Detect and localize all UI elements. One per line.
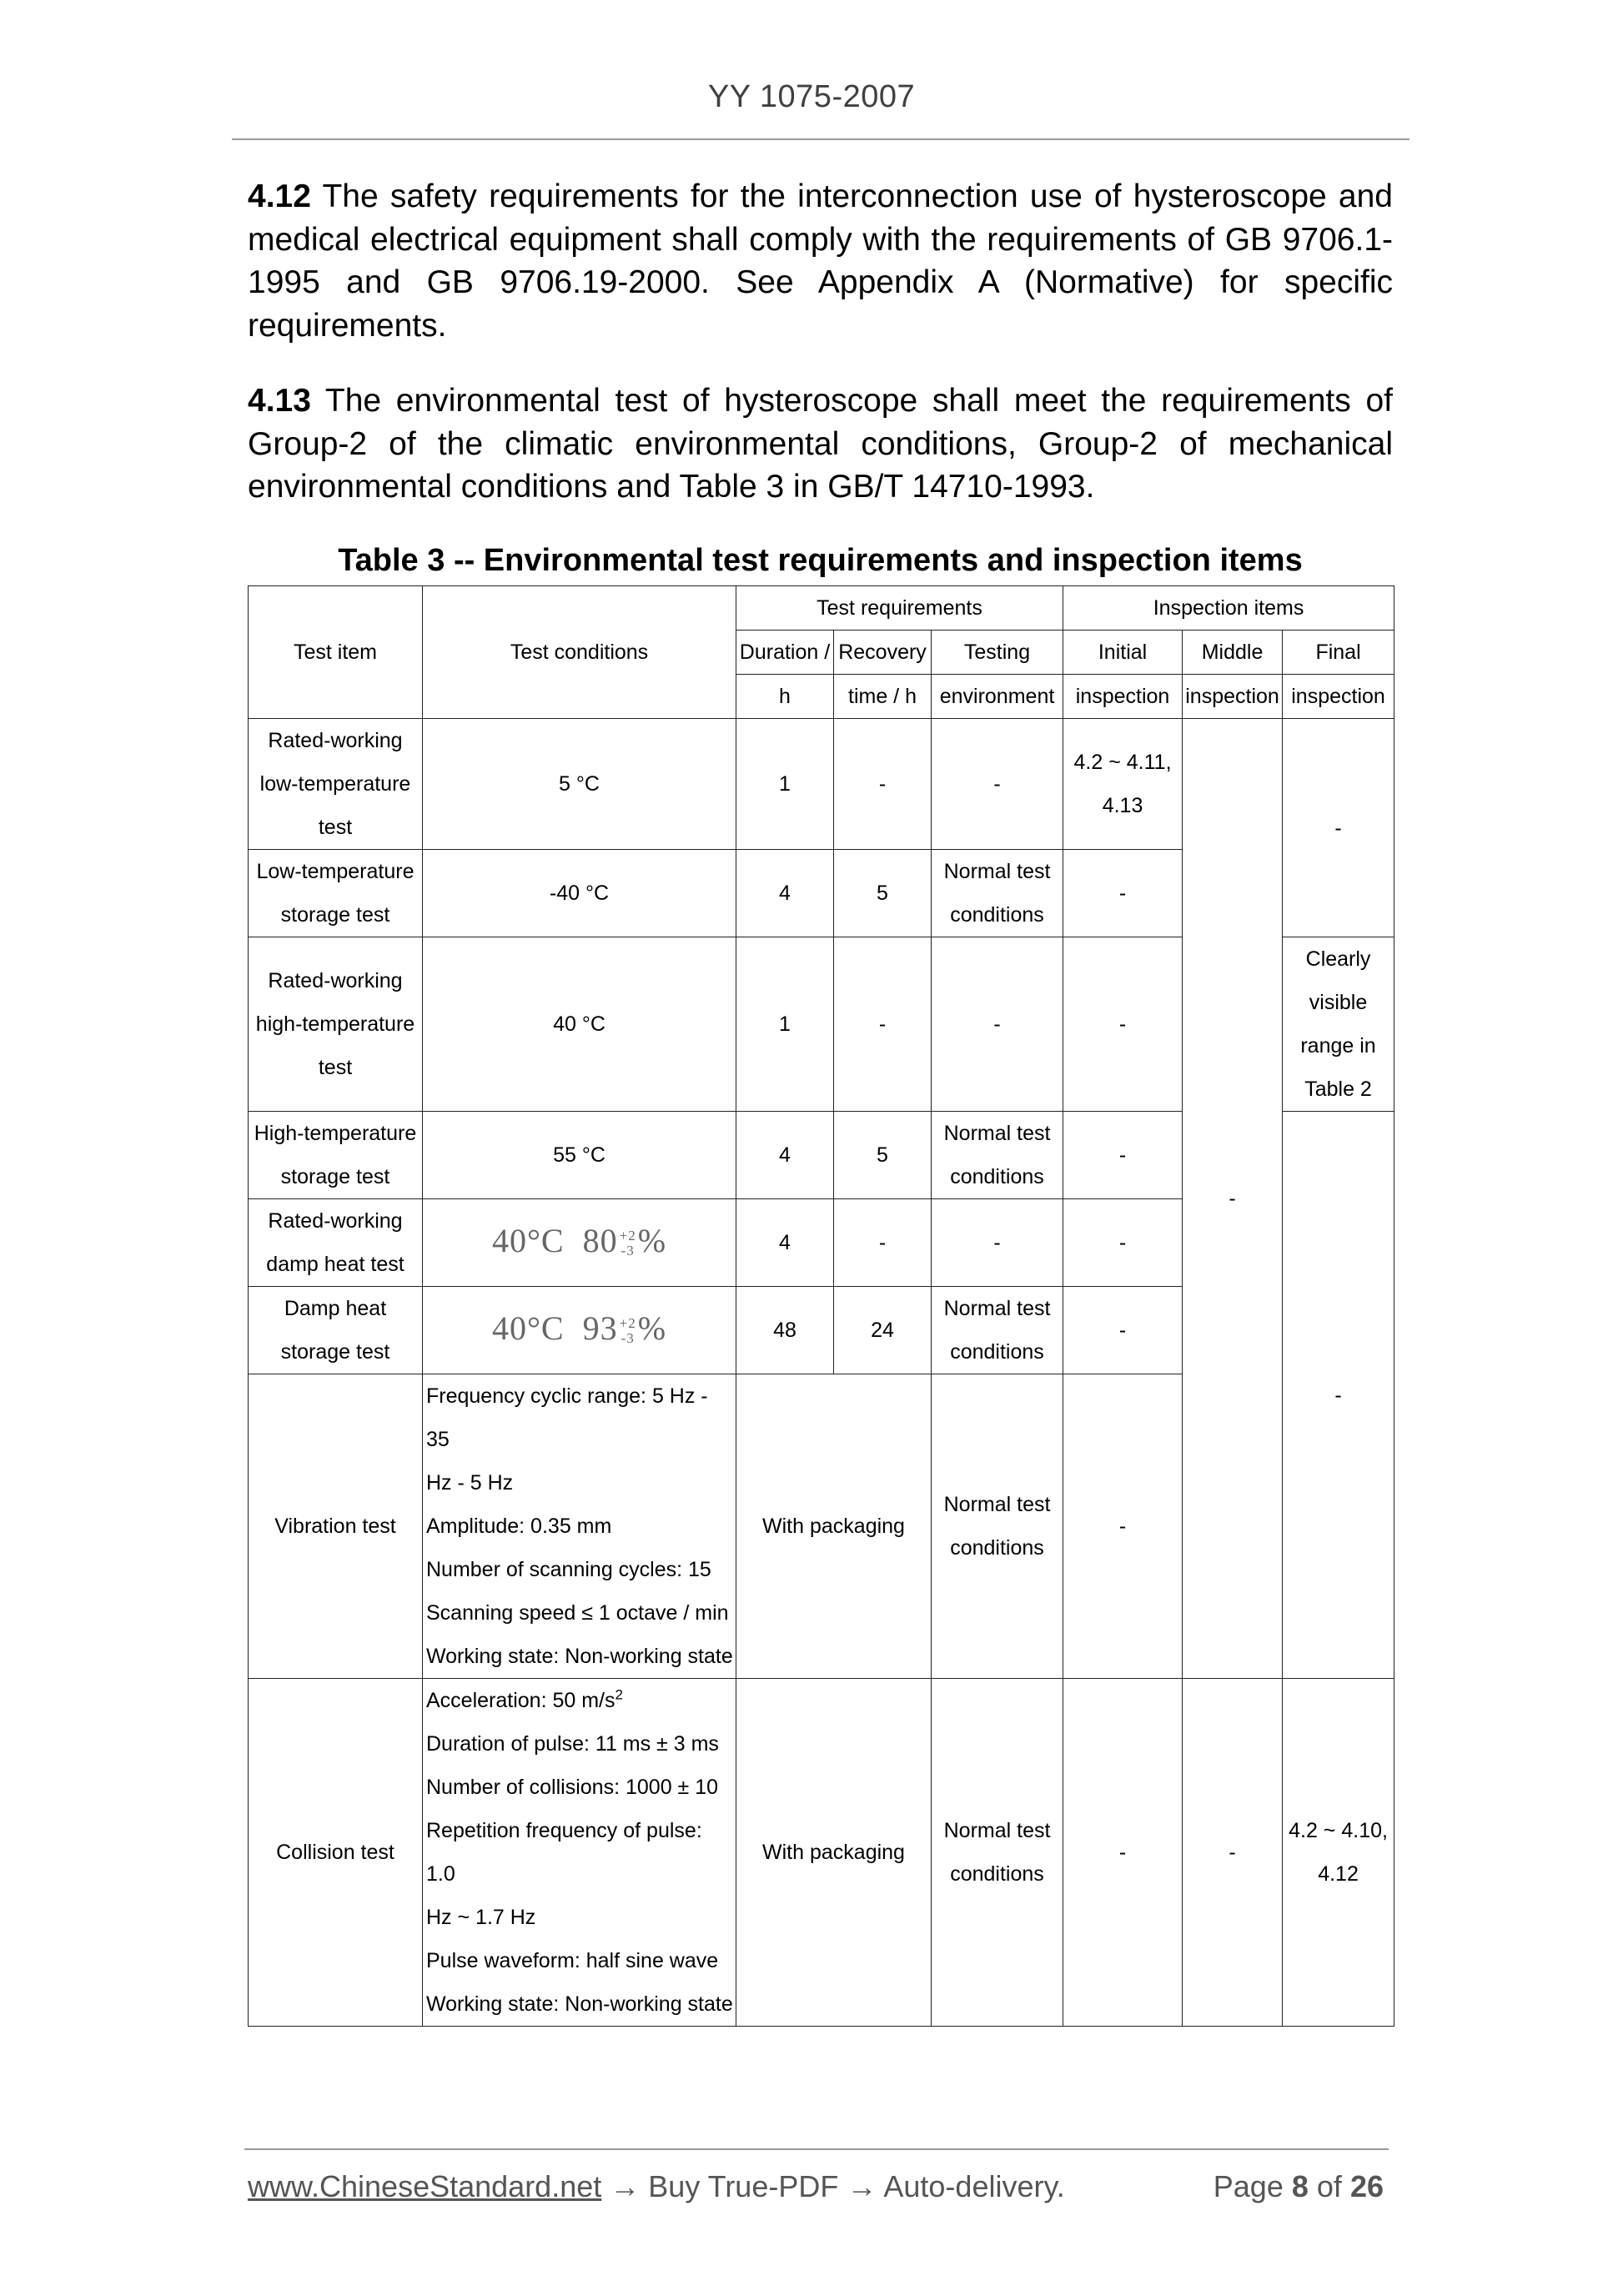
packaging-cell: With packaging	[736, 1374, 932, 1679]
cell-line: Normal test	[943, 860, 1051, 883]
cell-line: Normal test	[943, 1493, 1051, 1516]
header-duration-unit: h	[736, 675, 834, 719]
header-environment-2: environment	[932, 675, 1063, 719]
cell-line: Scanning speed ≤ 1 octave / min	[426, 1601, 729, 1625]
test-item-cell	[249, 937, 423, 1112]
environment-cell: -	[932, 937, 1063, 1112]
cell-line: High-temperature	[254, 1122, 417, 1145]
table-row	[249, 719, 1394, 850]
cell-line: Repetition frequency of pulse: 1.0	[426, 1819, 702, 1886]
duration-cell: 4	[736, 1112, 834, 1199]
test-item-cell	[249, 1112, 423, 1199]
header-middle-2: inspection	[1183, 675, 1283, 719]
recovery-cell: -	[834, 1199, 932, 1287]
cell-line: Rated-working	[268, 729, 403, 752]
humidity-condition	[492, 1222, 666, 1259]
cell-line: conditions	[950, 1165, 1044, 1188]
test-conditions-cell: 55 °C	[423, 1112, 736, 1199]
header-duration: Duration /	[736, 631, 834, 675]
buy-pdf-link: Buy True-PDF	[648, 2169, 839, 2203]
arrow-icon: →	[610, 2169, 641, 2203]
duration-cell: 48	[736, 1287, 834, 1374]
initial-inspection-cell: -	[1063, 1287, 1183, 1374]
cell-line	[426, 1679, 734, 1722]
initial-inspection-cell: -	[1063, 1679, 1183, 2027]
section-4-12	[248, 175, 1393, 347]
environment-cell: -	[932, 719, 1063, 850]
middle-inspection-cell: -	[1183, 1679, 1283, 2027]
header-divider	[232, 138, 1409, 140]
temperature-value: 40°C	[491, 1221, 565, 1259]
test-conditions-cell	[423, 1199, 736, 1287]
humidity-tolerance	[620, 1228, 636, 1259]
cell-line: high-temperature	[255, 1012, 415, 1036]
header-initial-2: inspection	[1063, 675, 1183, 719]
cell-line: Damp heat	[284, 1297, 387, 1320]
cell-line: Number of scanning cycles: 15	[426, 1558, 711, 1581]
test-conditions-cell: -40 °C	[423, 850, 736, 937]
test-item-cell	[249, 1287, 423, 1374]
recovery-cell: -	[834, 937, 932, 1112]
final-inspection-cell	[1283, 937, 1394, 1112]
page-number	[1213, 2169, 1384, 2204]
duration-cell: 4	[736, 1199, 834, 1287]
page-label: Page	[1213, 2169, 1284, 2203]
environment-cell	[932, 850, 1063, 937]
footer-divider	[244, 2148, 1389, 2150]
initial-inspection-cell: -	[1063, 1112, 1183, 1199]
tolerance-plus: +2	[619, 1315, 636, 1332]
humidity-condition	[492, 1309, 666, 1347]
header-initial: Initial	[1063, 631, 1183, 675]
cell-line: storage test	[280, 1340, 390, 1364]
cell-line: Hz ~ 1.7 Hz	[426, 1906, 536, 1929]
cell-line: Pulse waveform: half sine wave	[426, 1949, 719, 1972]
cell-line: damp heat test	[266, 1253, 404, 1276]
test-item-cell	[249, 1199, 423, 1287]
test-conditions-cell	[423, 1287, 736, 1374]
cell-line: Frequency cyclic range: 5 Hz - 35	[426, 1384, 708, 1451]
cell-line: Rated-working	[268, 1209, 403, 1233]
superscript: 2	[615, 1686, 623, 1703]
cell-line: 4.13	[1102, 794, 1143, 817]
packaging-cell: With packaging	[736, 1679, 932, 2027]
header-middle: Middle	[1183, 631, 1283, 675]
cell-line: conditions	[950, 1862, 1044, 1886]
current-page: 8	[1291, 2169, 1309, 2203]
cell-line: test	[318, 1056, 353, 1079]
header-recovery-unit: time / h	[834, 675, 932, 719]
duration-cell: 1	[736, 719, 834, 850]
percent-unit: %	[637, 1221, 667, 1259]
percent-unit: %	[637, 1309, 667, 1347]
environment-cell	[932, 1112, 1063, 1199]
environment-cell	[932, 1679, 1063, 2027]
section-number: 4.13	[248, 383, 311, 419]
recovery-cell: -	[834, 719, 932, 850]
header-test-conditions: Test conditions	[423, 586, 736, 719]
header-inspection-items: Inspection items	[1063, 586, 1394, 631]
header-final: Final	[1283, 631, 1394, 675]
cell-line: conditions	[950, 903, 1044, 927]
test-item-cell	[249, 719, 423, 850]
initial-inspection-cell: -	[1063, 937, 1183, 1112]
cell-line: Rated-working	[268, 969, 403, 992]
cell-line: Duration of pulse: 11 ms ± 3 ms	[426, 1732, 719, 1756]
header-test-item: Test item	[249, 586, 423, 719]
test-conditions-cell	[423, 1679, 736, 2027]
duration-cell: 4	[736, 850, 834, 937]
cell-line: Working state: Non-working state	[426, 1992, 733, 2016]
recovery-cell: 5	[834, 850, 932, 937]
cell-line: Hz - 5 Hz	[426, 1471, 514, 1495]
website-link[interactable]: www.ChineseStandard.net	[248, 2169, 602, 2203]
cell-line: Amplitude: 0.35 mm	[426, 1515, 612, 1538]
cell-line: Table 2	[1304, 1078, 1372, 1101]
humidity-value: 93	[582, 1309, 618, 1347]
cell-line: storage test	[280, 903, 390, 927]
cell-line: 4.2 ~ 4.10,	[1289, 1819, 1388, 1842]
cell-line: Normal test	[943, 1122, 1051, 1145]
test-conditions-cell: 40 °C	[423, 937, 736, 1112]
test-conditions-cell: 5 °C	[423, 719, 736, 850]
delivery-text: Auto-delivery.	[883, 2169, 1065, 2203]
cell-line: Clearly	[1305, 947, 1371, 971]
cell-line: storage test	[280, 1165, 390, 1188]
final-inspection-merged-cell: -	[1283, 1112, 1394, 1679]
footer-links	[248, 2169, 1065, 2204]
cell-line: 4.2 ~ 4.11,	[1073, 751, 1172, 774]
document-id-header: YY 1075-2007	[707, 79, 916, 114]
final-inspection-merged-cell: -	[1283, 719, 1394, 937]
section-text: The safety requirements for the interconnection use of hysteroscope and medical electrical equipment shall comply with the requirements of GB 9706.1-1995 and GB 9706.19-2000. See Appendix A (Normative) for specific requirements.	[248, 178, 1393, 344]
cell-line: Normal test	[943, 1819, 1051, 1842]
section-number: 4.12	[248, 178, 311, 214]
cell-line: conditions	[950, 1340, 1044, 1364]
header-environment: Testing	[932, 631, 1063, 675]
test-item-cell	[249, 850, 423, 937]
section-4-13	[248, 379, 1393, 509]
cell-line: test	[318, 816, 353, 839]
tolerance-minus: -3	[621, 1243, 635, 1259]
test-item-cell: Collision test	[249, 1679, 423, 2027]
test-conditions-cell	[423, 1374, 736, 1679]
header-final-2: inspection	[1283, 675, 1394, 719]
section-text: The environmental test of hysteroscope shall meet the requirements of Group-2 of the climatic environmental conditions, Group-2 of mechanical environmental conditions and Table 3 in GB/T 14710-1993.	[248, 383, 1393, 505]
of-label: of	[1316, 2169, 1342, 2203]
cell-line: Number of collisions: 1000 ± 10	[426, 1776, 719, 1799]
recovery-cell: 24	[834, 1287, 932, 1374]
table-caption: Table 3 -- Environmental test requirements and inspection items	[338, 543, 1303, 578]
tolerance-plus: +2	[619, 1228, 636, 1244]
cell-line: Working state: Non-working state	[426, 1645, 733, 1668]
cell-line: visible	[1309, 991, 1368, 1014]
cell-line: 4.12	[1318, 1862, 1359, 1886]
tolerance-minus: -3	[621, 1330, 635, 1347]
environment-cell	[932, 1287, 1063, 1374]
environmental-test-table	[248, 585, 1394, 2027]
table-row	[249, 1679, 1394, 2027]
recovery-cell: 5	[834, 1112, 932, 1199]
cell-line: conditions	[950, 1536, 1044, 1560]
acceleration-text: Acceleration: 50 m/s	[426, 1689, 616, 1712]
header-recovery: Recovery	[834, 631, 932, 675]
temperature-value: 40°C	[491, 1309, 565, 1347]
total-pages: 26	[1349, 2169, 1384, 2203]
cell-line: range in	[1300, 1034, 1376, 1058]
arrow-icon: →	[847, 2169, 877, 2203]
environment-cell	[932, 1374, 1063, 1679]
initial-inspection-cell: -	[1063, 1199, 1183, 1287]
header-test-requirements: Test requirements	[736, 586, 1063, 631]
duration-cell: 1	[736, 937, 834, 1112]
initial-inspection-cell: -	[1063, 850, 1183, 937]
final-inspection-cell	[1283, 1679, 1394, 2027]
cell-line: low-temperature	[259, 772, 411, 796]
initial-inspection-cell: -	[1063, 1374, 1183, 1679]
cell-line: Low-temperature	[256, 860, 415, 883]
humidity-value: 80	[582, 1221, 618, 1259]
cell-line: Normal test	[943, 1297, 1051, 1320]
test-item-cell: Vibration test	[249, 1374, 423, 1679]
humidity-tolerance	[620, 1316, 636, 1346]
middle-inspection-merged-cell: -	[1183, 719, 1283, 1679]
environment-cell: -	[932, 1199, 1063, 1287]
initial-inspection-cell	[1063, 719, 1183, 850]
